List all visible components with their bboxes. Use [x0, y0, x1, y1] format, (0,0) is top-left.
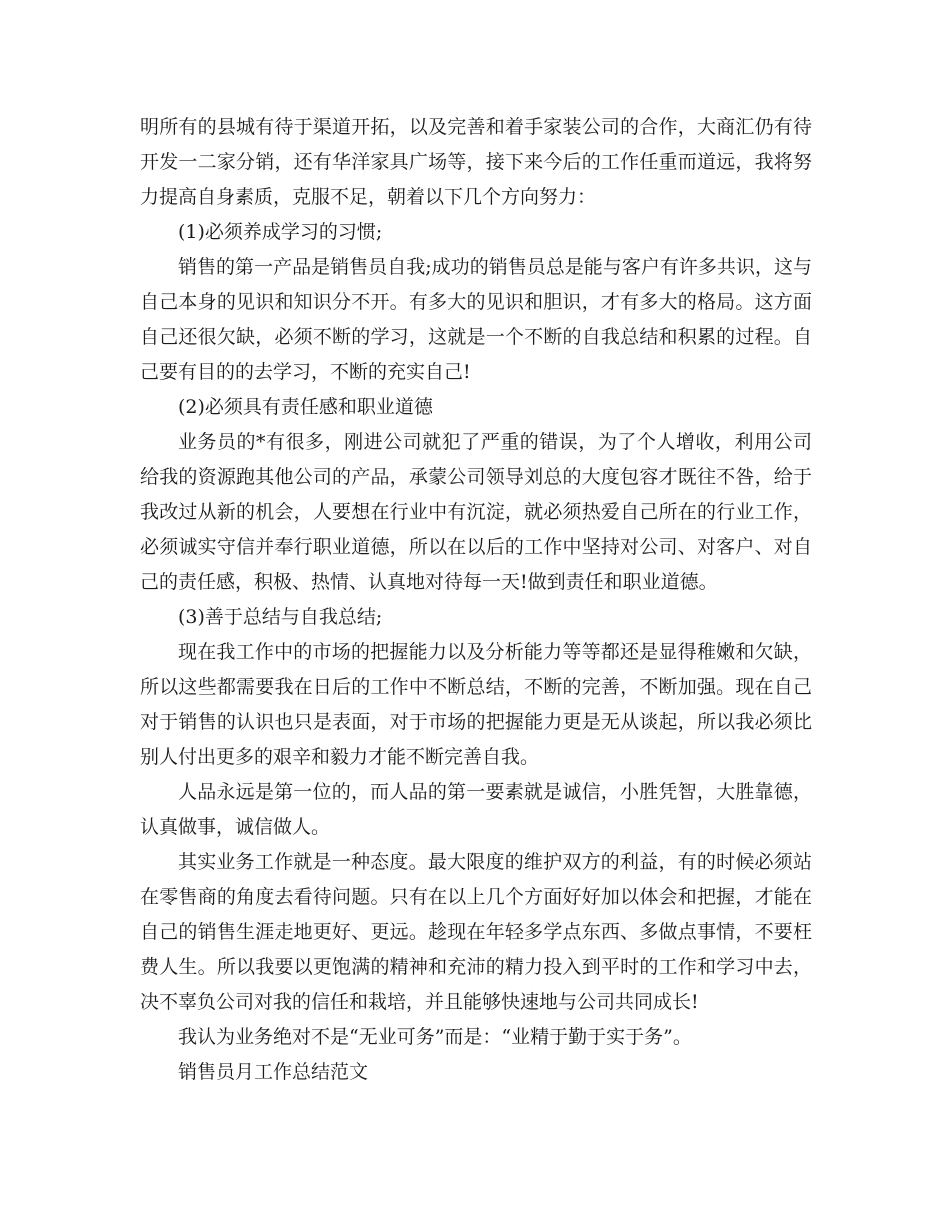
heading-learning-habit: (1)必须养成学习的习惯; [178, 221, 383, 243]
paragraph-responsibility: 业务员的*有很多，刚进公司就犯了严重的错误，为了个人增收，利用公司给我的资源跑其他公司的产品，承蒙公司领导刘总的大度包容才既往不咎，给于我改过从新的机会，人要想在行业中有沉淀，就必须热爱自己所在的行业工作，必须诚实守信并奉行职业道德，所以在以后的工作中坚持对公司、对客户、对自己的责任感，积极、热情、认真地对待每一天!做到责任和职业道德。 [140, 431, 812, 593]
paragraph-intro: 明所有的县城有待于渠道开拓，以及完善和着手家装公司的合作，大商汇仍有待开发一二家分销，还有华洋家具广场等，接下来今后的工作任重而道远，我将努力提高自身素质，克服不足，朝着以下几个方向努力： [140, 116, 812, 208]
paragraph-attitude: 其实业务工作就是一种态度。最大限度的维护双方的利益，有的时候必须站在零售商的角度去看待问题。只有在以上几个方面好好加以体会和把握，才能在自己的销售生涯走地更好、更远。趁现在年轻多学点东西、多做点事情，不要枉费人生。所以我要以更饱满的精神和充沛的精力投入到平时的工作和学习中去，决不辜负公司对我的信任和栽培，并且能够快速地与公司共同成长! [140, 851, 812, 1013]
paragraph-conclusion: 我认为业务绝对不是“无业可务”而是：“业精于勤于实于务”。 [178, 1026, 692, 1048]
next-section-title: 销售员月工作总结范文 [178, 1061, 369, 1083]
heading-responsibility: (2)必须具有责任感和职业道德 [178, 396, 433, 418]
paragraph-summarize: 现在我工作中的市场的把握能力以及分析能力等等都还是显得稚嫩和欠缺，所以这些都需要我在日后的工作中不断总结，不断的完善，不断加强。现在自己对于销售的认识也只是表面，对于市场的把握能力更是无从谈起，所以我必须比别人付出更多的艰辛和毅力才能不断完善自我。 [140, 641, 812, 768]
heading-summarize: (3)善于总结与自我总结; [178, 606, 383, 628]
document-body [140, 110, 812, 1090]
paragraph-character: 人品永远是第一位的，而人品的第一要素就是诚信，小胜凭智，大胜靠德，认真做事，诚信做人。 [140, 781, 812, 838]
paragraph-learning: 销售的第一产品是销售员自我;成功的销售员总是能与客户有许多共识，这与自己本身的见识和知识分不开。有多大的见识和胆识，才有多大的格局。这方面自己还很欠缺，必须不断的学习，这就是一个不断的自我总结和积累的过程。自己要有目的的去学习，不断的充实自己! [140, 256, 812, 383]
